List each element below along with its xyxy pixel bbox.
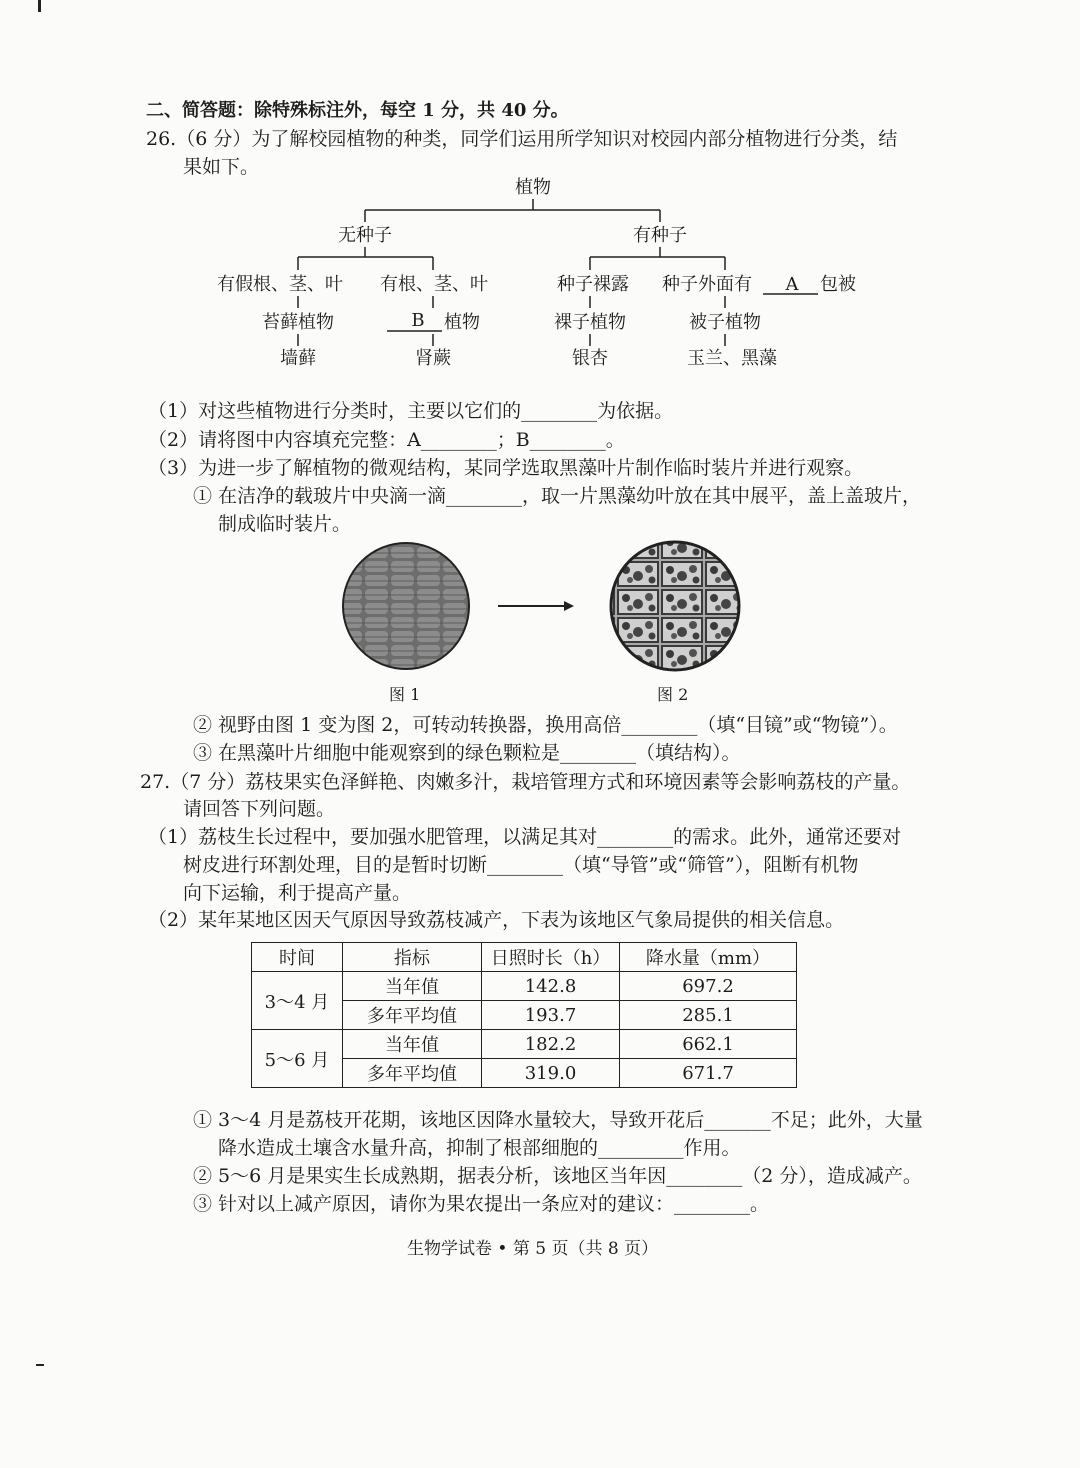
table-cell-rainfall: 285.1 <box>620 1001 797 1030</box>
q27-part1-line3: 向下运输，利于提高产量。 <box>183 882 412 904</box>
tree-has-seed-label: 有种子 <box>633 225 687 246</box>
q26-part3-item1-line1: ① 在洁净的载玻片中央滴一滴________，取一片黑藻幼叶放在其中展平，盖上盖玻片， <box>193 485 922 507</box>
q26-intro-line1: 26.（6 分）为了解校园植物的种类，同学们运用所学知识对校园内部分植物进行分类，结 <box>146 128 898 150</box>
table-cell-indicator: 当年值 <box>343 1030 482 1059</box>
q27-part1-line1: （1）荔枝生长过程中，要加强水肥管理，以满足其对________的需求。此外，通常还要对 <box>148 826 902 848</box>
q26-part3: （3）为进一步了解植物的微观结构，某同学选取黑藻叶片制作临时装片并进行观察。 <box>148 457 864 479</box>
table-header-cell: 指标 <box>343 943 482 972</box>
q27-part2-item1-line1: ① 3～4 月是荔枝开花期，该地区因降水量较大，导致开花后_______不足；此外，大量 <box>193 1109 923 1131</box>
q27-intro-line1: 27.（7 分）荔枝果实色泽鲜艳、肉嫩多汁，栽培管理方式和环境因素等会影响荔枝的产量。 <box>140 771 911 793</box>
q27-intro-line2: 请回答下列问题。 <box>183 798 336 820</box>
q26-part3-item3: ③ 在黑藻叶片细胞中能观察到的绿色颗粒是________（填结构）。 <box>193 742 741 764</box>
tree-root-label: 植物 <box>515 177 551 198</box>
tree-gymno-example: 银杏 <box>572 348 608 369</box>
tree-seed-covered-suffix: 包被 <box>820 274 856 295</box>
table-cell-rainfall: 697.2 <box>620 972 797 1001</box>
q27-part2-item2: ② 5～6 月是果实生长成熟期，据表分析，该地区当年因________（2 分），造成减产。 <box>193 1165 922 1187</box>
table-cell-rainfall: 671.7 <box>620 1059 797 1088</box>
table-cell-sunshine: 319.0 <box>482 1059 620 1088</box>
tree-no-seed-label: 无种子 <box>338 225 392 246</box>
figure-1-low-magnification <box>343 543 469 669</box>
tree-blank-b: B <box>411 310 425 331</box>
table-header-cell: 时间 <box>252 943 343 972</box>
table-cell-period: 5～6 月 <box>252 1030 343 1088</box>
tree-plant-suffix: 植物 <box>444 312 480 333</box>
tree-seed-covered-label: 种子外面有 <box>662 274 752 295</box>
weather-table <box>251 942 797 1088</box>
tree-gymnosperm-label: 裸子植物 <box>554 312 626 333</box>
figure-1-caption: 图 1 <box>389 685 421 704</box>
q26-part3-item1-line2: 制成临时装片。 <box>218 513 352 535</box>
table-row <box>252 1030 797 1059</box>
table-cell-period: 3～4 月 <box>252 972 343 1030</box>
q26-part3-item2: ② 视野由图 1 变为图 2，可转动转换器，换用高倍________（填“目镜”或“物镜”）。 <box>193 714 898 736</box>
tree-root-stem-leaf-label: 有根、茎、叶 <box>380 274 488 295</box>
tree-moss-plant-label: 苔藓植物 <box>262 312 334 333</box>
table-header-cell: 降水量（mm） <box>620 943 797 972</box>
q27-part2: （2）某年某地区因天气原因导致荔枝减产，下表为该地区气象局提供的相关信息。 <box>148 909 845 931</box>
tree-moss-example: 墙藓 <box>280 348 316 369</box>
q27-part1-line2: 树皮进行环割处理，目的是暂时切断________（填“导管”或“筛管”），阻断有机物 <box>183 854 859 876</box>
table-row <box>252 972 797 1001</box>
figure-arrow <box>498 601 574 611</box>
table-cell-sunshine: 193.7 <box>482 1001 620 1030</box>
q27-part2-item1-line2: 降水造成土壤含水量升高，抑制了根部细胞的_________作用。 <box>218 1137 741 1159</box>
table-cell-indicator: 多年平均值 <box>343 1001 482 1030</box>
table-header-cell: 日照时长（h） <box>482 943 620 972</box>
table-cell-rainfall: 662.1 <box>620 1030 797 1059</box>
page-footer: 生物学试卷 • 第 5 页（共 8 页） <box>407 1239 659 1259</box>
table-cell-sunshine: 182.2 <box>482 1030 620 1059</box>
table-header-row <box>252 943 797 972</box>
figure-2-high-magnification <box>611 542 739 670</box>
tree-angio-example: 玉兰、黑藻 <box>687 348 777 369</box>
table-cell-indicator: 多年平均值 <box>343 1059 482 1088</box>
q26-part2: （2）请将图中内容填充完整：A________；B________。 <box>148 429 625 451</box>
table-cell-sunshine: 142.8 <box>482 972 620 1001</box>
tree-fern-example: 肾蕨 <box>415 348 451 369</box>
tree-angiosperm-label: 被子植物 <box>689 312 761 333</box>
table-cell-indicator: 当年值 <box>343 972 482 1001</box>
tree-fake-root-label: 有假根、茎、叶 <box>217 274 343 295</box>
section-title: 二、简答题：除特殊标注外，每空 1 分，共 40 分。 <box>146 100 569 121</box>
figure-2-caption: 图 2 <box>657 685 689 704</box>
q26-intro-line2: 果如下。 <box>183 156 260 178</box>
corner-mark-bottom <box>36 1364 44 1366</box>
tree-seed-exposed-label: 种子裸露 <box>557 274 629 295</box>
tree-blank-a: A <box>785 274 799 295</box>
microscope-figures <box>0 0 1080 720</box>
q26-part1: （1）对这些植物进行分类时，主要以它们的________为依据。 <box>148 400 674 422</box>
q27-part2-item3: ③ 针对以上减产原因，请你为果农提出一条应对的建议：________。 <box>193 1193 770 1215</box>
